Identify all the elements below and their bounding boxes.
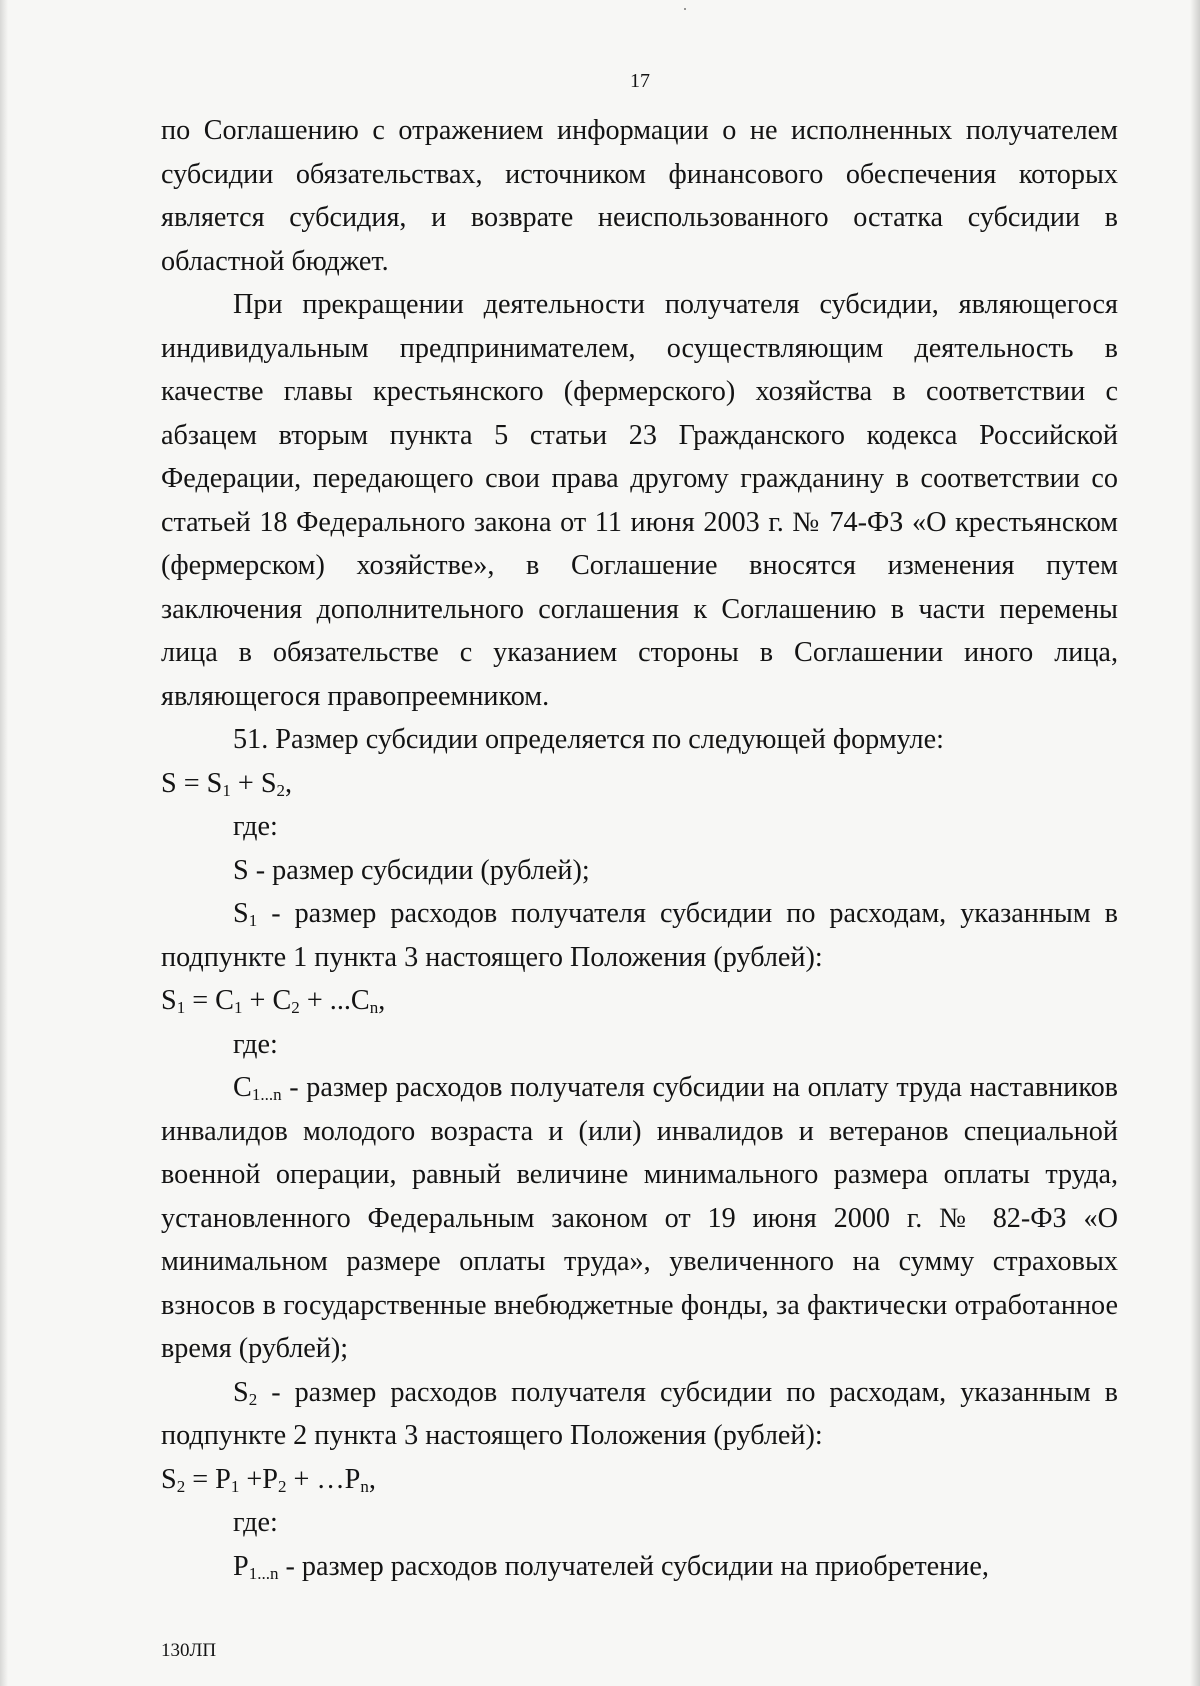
scan-edge-left xyxy=(0,0,8,1686)
paragraph-51: 51. Размер субсидии определяется по следующей формуле: xyxy=(233,724,944,755)
document-code: 130ЛП xyxy=(161,1640,217,1661)
paragraph-continuation: по Соглашению с отражением информации о не исполненных получателем субсидии обязательствах, источником финансового обеспечения которых является субсидия, и возврате неиспользованного остатка субсидии в областной бюджет. xyxy=(161,115,1118,277)
scan-speck xyxy=(684,8,686,10)
definition-s1: $S_1$ - размер расходов получателя субсидии по расходам, указанным в подпункте 1 пункта 3 настоящего Положения (рублей): xyxy=(161,898,1118,973)
document-body xyxy=(161,109,1118,1588)
scan-edge-right xyxy=(1190,0,1200,1686)
formula-s: $S = S_1 + S_2$, xyxy=(161,767,293,800)
formula-s2: $S_2 = P_1 +P_2$ + $\dots P_n$, xyxy=(161,1463,376,1496)
page-number: 17 xyxy=(630,70,650,92)
definition-s2: $S_2$ - размер расходов получателя субсидии по расходам, указанным в подпункте 2 пункта 3 настоящего Положения (рублей): xyxy=(161,1376,1118,1451)
definition-p: $P_{1...n}$ - размер расходов получателей субсидии на приобретение, xyxy=(233,1550,989,1583)
where-label: где: xyxy=(233,1507,278,1538)
definition-s: S - размер субсидии (рублей); xyxy=(233,854,590,886)
where-label: где: xyxy=(233,1028,278,1060)
formula-s1: $S_1 = C_1 + C_2 + ...C_n$, xyxy=(161,985,386,1017)
definition-c: $C_{1...n}$ - размер расходов получателя субсидии на оплату труда наставников инвалидов молодого возраста и (или) инвалидов и ветеранов специальной военной операции, равный величине минимального размера оплаты труда, установленного Федеральным законом от 19 июня 2000 г. № 82-ФЗ «О минимальном размере оплаты труда», увеличенного на сумму страховых взносов в государственные внебюджетные фонды, за фактически отработанное время (рублей); xyxy=(161,1072,1118,1364)
where-label: где: xyxy=(233,811,278,842)
paragraph-termination: При прекращении деятельности получателя субсидии, являющегося индивидуальным предпринимателем, осуществляющим деятельность в качестве главы крестьянского (фермерского) хозяйства в соответствии с абзацем вторым пункта 5 статьи 23 Гражданского кодекса Российской Федерации, передающего свои права другому гражданину в соответствии со статьей 18 Федерального закона от 11 июня 2003 г. № 74-ФЗ «О крестьянском (фермерском) хозяйстве», в Соглашение вносятся изменения путем заключения дополнительного соглашения к Соглашению в части перемены лица в обязательстве с указанием стороны в Соглашении иного лица, являющегося правопреемником. xyxy=(161,289,1118,712)
